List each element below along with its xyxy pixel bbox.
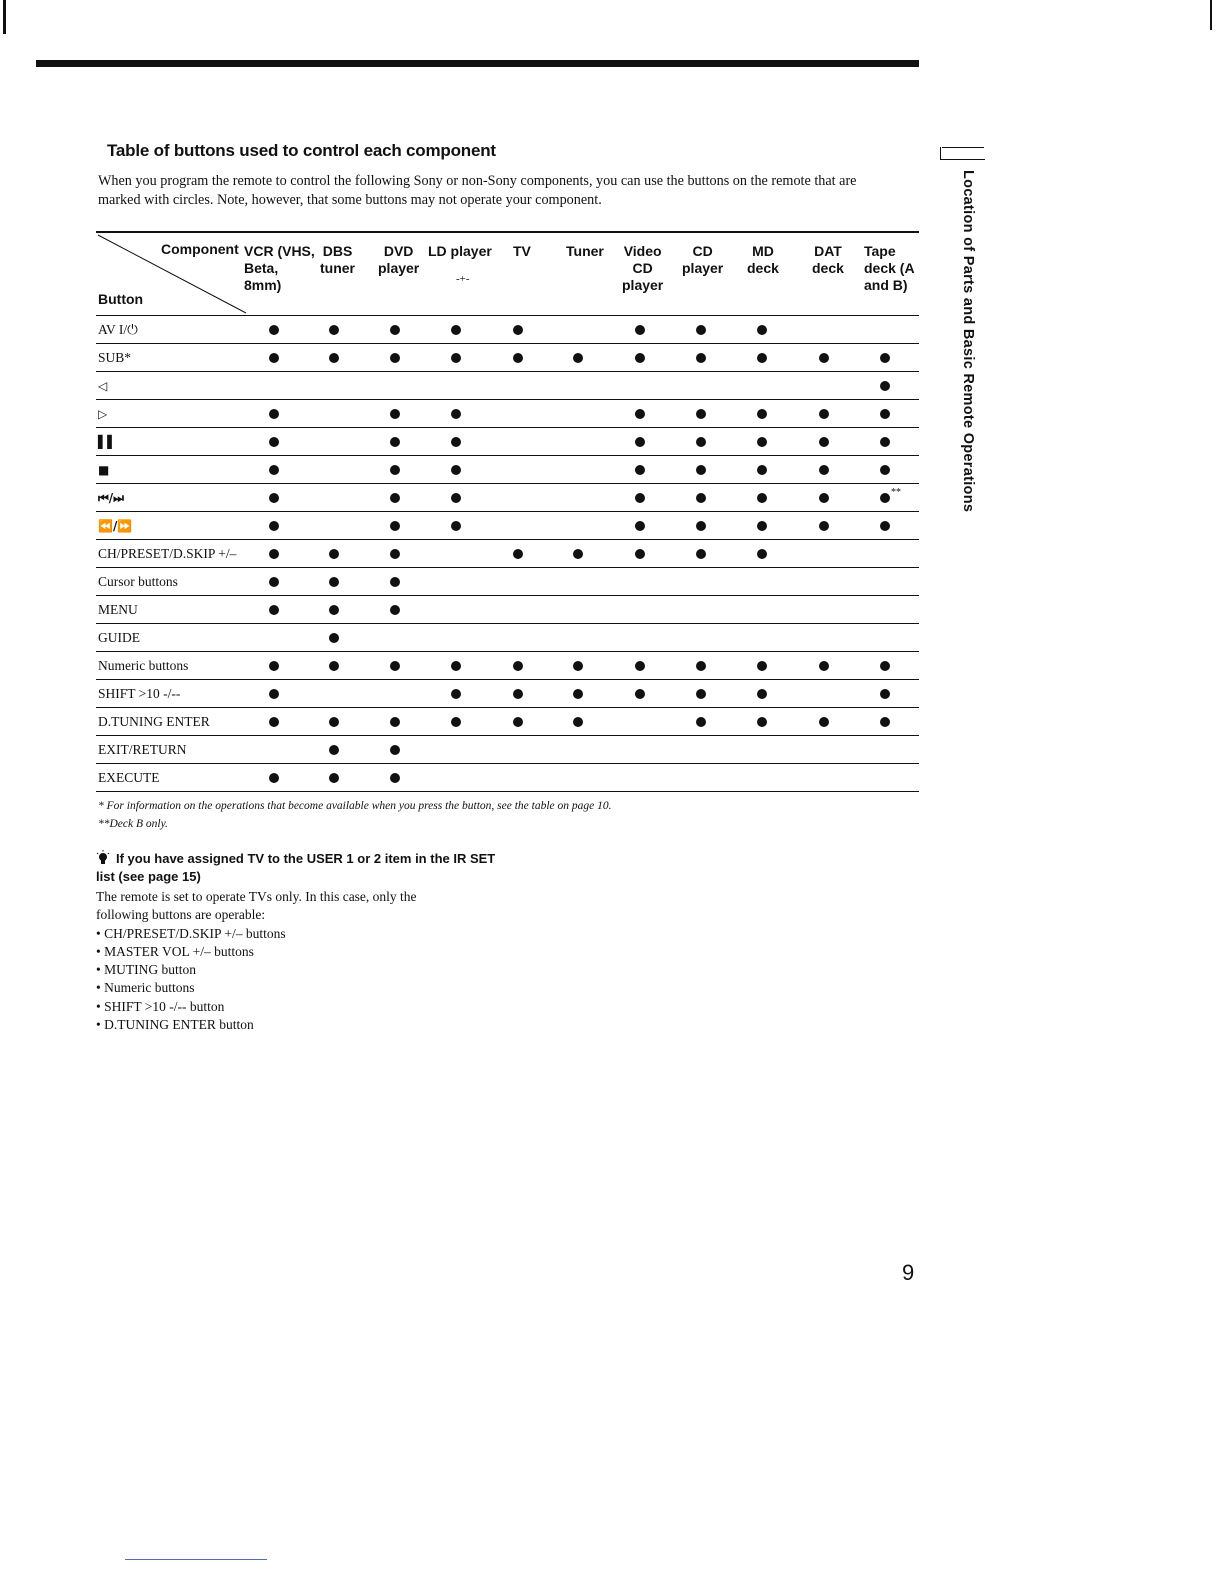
availability-dot xyxy=(390,745,400,755)
availability-dot xyxy=(269,521,279,531)
table-row xyxy=(96,456,919,484)
availability-dot xyxy=(329,633,339,643)
availability-dot xyxy=(757,493,767,503)
availability-dot xyxy=(696,521,706,531)
availability-dot xyxy=(819,409,829,419)
row-label: ▌▌ xyxy=(98,435,117,449)
row-label: MENU xyxy=(98,602,138,617)
availability-dot xyxy=(329,577,339,587)
availability-dot xyxy=(757,353,767,363)
availability-dot xyxy=(880,381,890,391)
scan-mark-left xyxy=(3,0,6,34)
col-head-vcr: VCR (VHS, Beta, 8mm) xyxy=(244,243,315,293)
availability-dot xyxy=(757,661,767,671)
row-label: SHIFT >10 -/-- xyxy=(98,686,181,701)
lightbulb-icon xyxy=(96,850,110,866)
tip-heading xyxy=(96,850,516,886)
footnotes xyxy=(98,797,612,833)
col-head-video-cd: Video CD player xyxy=(622,243,664,293)
availability-dot xyxy=(573,689,583,699)
table-row xyxy=(96,568,919,596)
row-label: Numeric buttons xyxy=(98,658,189,673)
row-label: ▷ xyxy=(98,407,108,421)
availability-dot xyxy=(390,437,400,447)
row-label: ◁ xyxy=(98,379,108,393)
row-label: EXECUTE xyxy=(98,770,160,785)
availability-dot xyxy=(390,577,400,587)
header-rule xyxy=(36,60,919,67)
row-label: ■ xyxy=(98,463,110,477)
availability-dot xyxy=(757,521,767,531)
tip-list-item: • SHIFT >10 -/-- button xyxy=(96,998,496,1016)
availability-dot xyxy=(635,325,645,335)
table-body xyxy=(96,316,919,792)
corner-button-label: Button xyxy=(98,291,144,307)
availability-dot xyxy=(819,661,829,671)
availability-dot xyxy=(635,409,645,419)
availability-dot xyxy=(757,325,767,335)
ld-glyph: -+- xyxy=(456,273,470,285)
row-label: EXIT/RETURN xyxy=(98,742,187,757)
row-label: AV I/⏻ xyxy=(98,322,138,337)
availability-dot xyxy=(269,773,279,783)
availability-dot xyxy=(329,661,339,671)
availability-dot xyxy=(269,437,279,447)
availability-dot xyxy=(269,577,279,587)
components-table xyxy=(96,231,919,792)
availability-dot xyxy=(696,493,706,503)
availability-dot xyxy=(819,465,829,475)
table-row xyxy=(96,512,919,540)
row-label: SUB* xyxy=(98,350,132,365)
footnote-1: * For information on the operations that become available when you press the button, see the table on page 10. xyxy=(98,800,612,812)
tip-list-item: • CH/PRESET/D.SKIP +/– buttons xyxy=(96,925,496,943)
availability-dot xyxy=(269,325,279,335)
availability-dot xyxy=(696,353,706,363)
section-title: Table of buttons used to control each component xyxy=(107,141,496,160)
tip-body xyxy=(96,888,496,1034)
availability-dot xyxy=(635,493,645,503)
availability-dot xyxy=(329,605,339,615)
availability-dot xyxy=(451,661,461,671)
table-row xyxy=(96,344,919,372)
availability-dot xyxy=(451,409,461,419)
availability-dot xyxy=(696,689,706,699)
availability-dot xyxy=(880,493,890,503)
availability-dot xyxy=(880,689,890,699)
table-row xyxy=(96,400,919,428)
table-header xyxy=(96,231,919,316)
availability-dot xyxy=(635,661,645,671)
availability-dot xyxy=(269,465,279,475)
col-head-tuner: Tuner xyxy=(566,243,604,259)
table-row xyxy=(96,680,919,708)
availability-dot xyxy=(329,325,339,335)
availability-dot xyxy=(819,353,829,363)
row-label: D.TUNING ENTER xyxy=(98,714,210,729)
tip-list-item: • Numeric buttons xyxy=(96,979,496,997)
availability-dot xyxy=(819,521,829,531)
availability-dot xyxy=(880,717,890,727)
availability-dot xyxy=(451,465,461,475)
availability-dot xyxy=(451,717,461,727)
availability-dot xyxy=(819,437,829,447)
availability-dot xyxy=(329,549,339,559)
availability-dot xyxy=(390,549,400,559)
availability-dot xyxy=(757,409,767,419)
availability-dot xyxy=(269,549,279,559)
availability-dot xyxy=(513,325,523,335)
availability-dot xyxy=(390,465,400,475)
table-row xyxy=(96,736,919,764)
tip-list-item: • MASTER VOL +/– buttons xyxy=(96,943,496,961)
row-label: Cursor buttons xyxy=(98,574,178,589)
row-label: GUIDE xyxy=(98,630,140,645)
table-row xyxy=(96,428,919,456)
col-head-md: MD deck xyxy=(747,243,779,276)
availability-dot xyxy=(390,661,400,671)
table-row xyxy=(96,596,919,624)
side-tab-marker xyxy=(940,147,986,161)
availability-dot xyxy=(573,661,583,671)
col-head-ld: LD player xyxy=(428,243,492,259)
table-row xyxy=(96,484,919,512)
row-label: ⏪/⏩ xyxy=(98,519,133,533)
availability-dot xyxy=(390,493,400,503)
col-head-tv: TV xyxy=(513,243,531,259)
availability-dot xyxy=(573,549,583,559)
dot-footnote-mark: ** xyxy=(891,487,901,498)
availability-dot xyxy=(635,689,645,699)
availability-dot xyxy=(880,437,890,447)
col-head-cd: CD player xyxy=(682,243,724,276)
page-number: 9 xyxy=(902,1260,915,1285)
bottom-rule xyxy=(125,1559,267,1560)
availability-dot xyxy=(451,325,461,335)
availability-dot xyxy=(390,409,400,419)
tip-list xyxy=(96,925,496,1035)
col-head-dvd: DVD player xyxy=(378,243,420,276)
availability-dot xyxy=(451,353,461,363)
availability-dot xyxy=(513,661,523,671)
availability-dot xyxy=(880,353,890,363)
availability-dot xyxy=(513,717,523,727)
tip-heading-text: If you have assigned TV to the USER 1 or 2 item in the IR SET list (see page 15) xyxy=(96,851,496,884)
availability-dot xyxy=(757,465,767,475)
availability-dot xyxy=(880,409,890,419)
availability-dot xyxy=(269,717,279,727)
availability-dot xyxy=(635,353,645,363)
scan-mark-right xyxy=(1210,0,1212,30)
table-row xyxy=(96,540,919,568)
availability-dot xyxy=(513,549,523,559)
availability-dot xyxy=(880,465,890,475)
table-row xyxy=(96,372,919,400)
availability-dot xyxy=(451,493,461,503)
availability-dot xyxy=(269,353,279,363)
availability-dot xyxy=(573,717,583,727)
footnote-2: **Deck B only. xyxy=(98,818,168,830)
row-label: CH/PRESET/D.SKIP +/– xyxy=(98,546,237,561)
availability-dot xyxy=(635,549,645,559)
tip-body-line-2: following buttons are operable: xyxy=(96,907,266,923)
availability-dot xyxy=(819,717,829,727)
availability-dot xyxy=(696,661,706,671)
availability-dot xyxy=(390,325,400,335)
col-head-dbs: DBS tuner xyxy=(320,243,355,276)
availability-dot xyxy=(513,353,523,363)
availability-dot xyxy=(819,493,829,503)
availability-dot xyxy=(635,521,645,531)
availability-dot xyxy=(329,353,339,363)
availability-dot xyxy=(635,437,645,447)
availability-dot xyxy=(269,689,279,699)
availability-dot xyxy=(390,717,400,727)
availability-dot xyxy=(329,745,339,755)
table-row xyxy=(96,708,919,736)
intro-paragraph: When you program the remote to control the following Sony or non-Sony components, you can use the buttons on the remote that are marked with circles. Note, however, that some buttons may not operate your component. xyxy=(98,173,857,208)
availability-dot xyxy=(513,689,523,699)
availability-dot xyxy=(390,521,400,531)
table-row xyxy=(96,652,919,680)
availability-dot xyxy=(269,409,279,419)
availability-dot xyxy=(390,773,400,783)
tip-list-item: • MUTING button xyxy=(96,961,496,979)
availability-dot xyxy=(329,773,339,783)
availability-dot xyxy=(757,437,767,447)
col-head-dat: DAT deck xyxy=(812,243,844,276)
availability-dot xyxy=(880,661,890,671)
availability-dot xyxy=(696,465,706,475)
availability-dot xyxy=(269,493,279,503)
availability-dot xyxy=(696,409,706,419)
availability-dot xyxy=(696,437,706,447)
table-row xyxy=(96,624,919,652)
availability-dot xyxy=(451,437,461,447)
availability-dot xyxy=(757,549,767,559)
availability-dot xyxy=(451,689,461,699)
availability-dot xyxy=(696,549,706,559)
table-row xyxy=(96,764,919,792)
availability-dot xyxy=(269,605,279,615)
availability-dot xyxy=(451,521,461,531)
availability-dot xyxy=(880,521,890,531)
availability-dot xyxy=(329,717,339,727)
availability-dot xyxy=(696,325,706,335)
availability-dot xyxy=(390,353,400,363)
side-tab-text: Location of Parts and Basic Remote Operations xyxy=(960,170,976,513)
corner-component-label: Component xyxy=(161,241,239,257)
availability-dot xyxy=(390,605,400,615)
availability-dot xyxy=(635,465,645,475)
tip-list-item: • D.TUNING ENTER button xyxy=(96,1016,496,1034)
tip-body-line-1: The remote is set to operate TVs only. In this case, only the xyxy=(96,889,417,904)
availability-dot xyxy=(269,661,279,671)
availability-dot xyxy=(757,689,767,699)
col-head-tape: Tape deck (A and B) xyxy=(864,243,915,293)
availability-dot xyxy=(757,717,767,727)
row-label: ⏮/⏭ xyxy=(98,491,124,505)
availability-dot xyxy=(573,353,583,363)
table-row xyxy=(96,316,919,344)
availability-dot xyxy=(696,717,706,727)
